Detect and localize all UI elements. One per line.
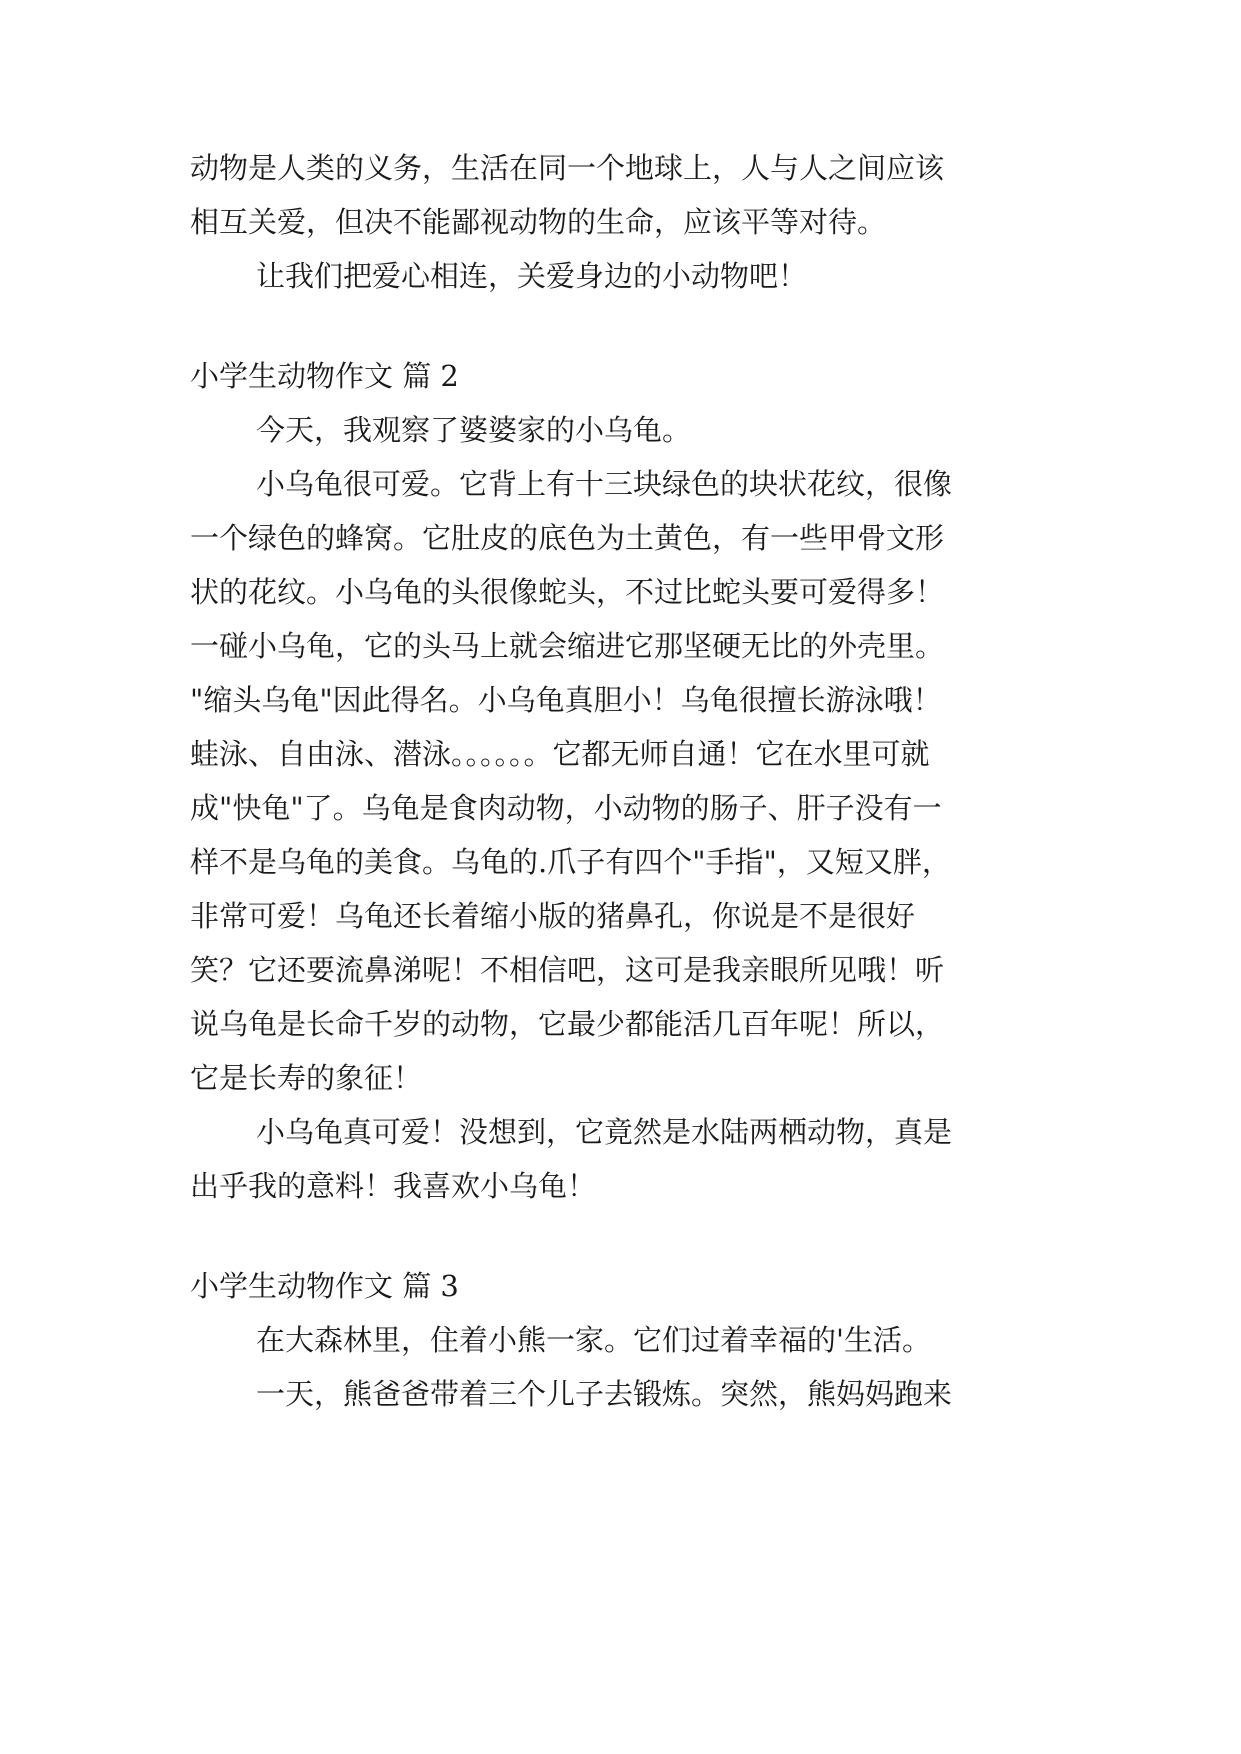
paragraph-line: 小乌龟很可爱。它背上有十三块绿色的块状花纹，很像 xyxy=(256,467,953,501)
paragraph-line: 小乌龟真可爱！没想到，它竟然是水陆两栖动物，真是 xyxy=(256,1115,953,1149)
paragraph-line: 相互关爱，但决不能鄙视动物的生命，应该平等对待。 xyxy=(190,205,887,239)
paragraph-line: 在大森林里，住着小熊一家。它们过着幸福的'生活。 xyxy=(256,1323,931,1357)
paragraph-line: 一天，熊爸爸带着三个儿子去锻炼。突然，熊妈妈跑来 xyxy=(256,1377,953,1411)
section-heading: 小学生动物作文 篇 3 xyxy=(190,1269,459,1303)
paragraph-line: 成"快龟"了。乌龟是食肉动物，小动物的肠子、肝子没有一 xyxy=(190,791,942,825)
paragraph-line: 今天，我观察了婆婆家的小乌龟。 xyxy=(256,413,692,447)
section-heading: 小学生动物作文 篇 2 xyxy=(190,359,459,393)
paragraph-line: "缩头乌龟"因此得名。小乌龟真胆小！乌龟很擅长游泳哦！ xyxy=(190,683,942,717)
paragraph-line: 一碰小乌龟，它的头马上就会缩进它那坚硬无比的外壳里。 xyxy=(190,629,945,663)
paragraph-line: 非常可爱！乌龟还长着缩小版的猪鼻孔，你说是不是很好 xyxy=(190,899,916,933)
paragraph-line: 它是长寿的象征！ xyxy=(190,1061,423,1095)
paragraph-line: 一个绿色的蜂窝。它肚皮的底色为土黄色，有一些甲骨文形 xyxy=(190,521,945,555)
paragraph-line: 笑？它还要流鼻涕呢！不相信吧，这可是我亲眼所见哦！听 xyxy=(190,953,945,987)
paragraph-line: 样不是乌龟的美食。乌龟的.爪子有四个"手指"，又短又胖， xyxy=(190,845,951,879)
paragraph-line: 状的花纹。小乌龟的头很像蛇头，不过比蛇头要可爱得多！ xyxy=(190,575,945,609)
paragraph-line: 动物是人类的义务，生活在同一个地球上，人与人之间应该 xyxy=(190,151,945,185)
paragraph-line: 蛙泳、自由泳、潜泳。。。。。。它都无师自通！它在水里可就 xyxy=(190,737,930,771)
paragraph-line: 让我们把爱心相连，关爱身边的小动物吧！ xyxy=(256,259,808,293)
paragraph-line: 出乎我的意料！我喜欢小乌龟！ xyxy=(190,1169,597,1203)
paragraph-line: 说乌龟是长命千岁的动物，它最少都能活几百年呢！所以， xyxy=(190,1007,945,1041)
